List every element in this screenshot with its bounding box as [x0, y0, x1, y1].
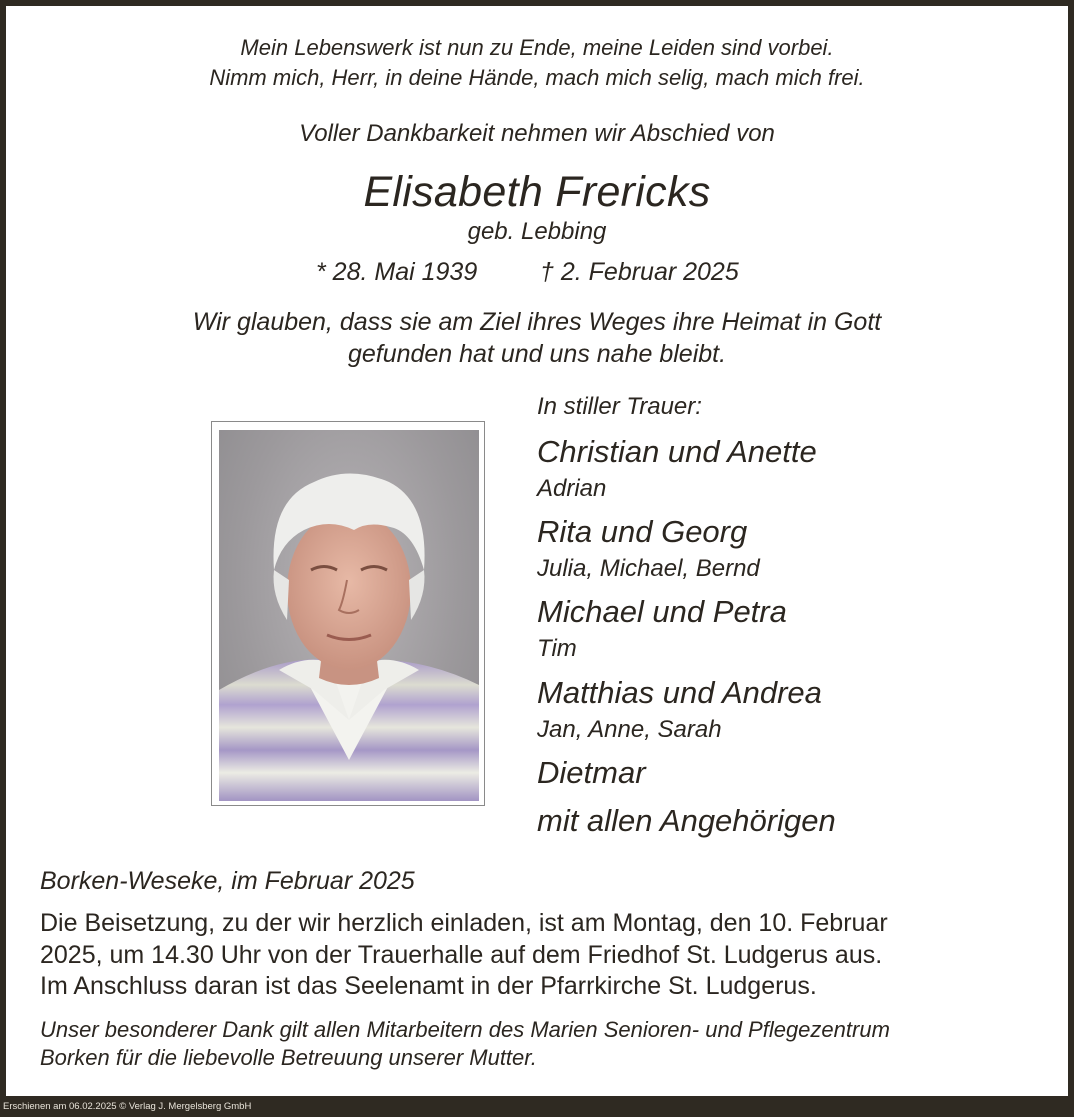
place-date: Borken-Weseke, im Februar 2025: [40, 867, 415, 895]
maiden-name: geb. Lebbing: [467, 218, 607, 245]
thanks-line: Borken für die liebevolle Betreuung unserer Mutter.: [40, 1045, 537, 1070]
portrait-photo: [219, 430, 479, 801]
poem-line: Mein Lebenswerk ist nun zu Ende, meine Leiden sind vorbei.: [240, 35, 834, 60]
poem-line: Nimm mich, Herr, in deine Hände, mach mich selig, mach mich frei.: [209, 65, 865, 90]
funeral-line: Die Beisetzung, zu der wir herzlich einladen, ist am Montag, den 10. Februar: [40, 909, 888, 937]
belief-line: Wir glauben, dass sie am Ziel ihres Weges ihre Heimat in Gott: [192, 308, 882, 336]
mourners-label: In stiller Trauer:: [537, 393, 702, 420]
birth-date: * 28. Mai 1939: [316, 258, 478, 286]
thanks-line: Unser besonderer Dank gilt allen Mitarbeitern des Marien Senioren- und Pflegezentrum: [40, 1017, 890, 1042]
belief-line: gefunden hat und uns nahe bleibt.: [347, 340, 727, 368]
mourners-closing: mit allen Angehörigen: [537, 803, 836, 838]
portrait-frame: [211, 421, 485, 806]
deceased-name: Elisabeth Frericks: [363, 168, 711, 216]
family-names: Rita und Georg: [537, 514, 748, 549]
poem: [0, 33, 1074, 93]
death-date: † 2. Februar 2025: [540, 258, 739, 286]
family-children: Julia, Michael, Bernd: [537, 555, 760, 582]
publication-footer: Erschienen am 06.02.2025 © Verlag J. Mergelsberg GmbH: [3, 1101, 252, 1112]
family-children: Tim: [537, 635, 577, 662]
intro-text: Voller Dankbarkeit nehmen wir Abschied von: [299, 120, 775, 147]
funeral-info: [40, 908, 1040, 1003]
belief-text: [0, 306, 1074, 370]
family-names: Michael und Petra: [537, 594, 787, 629]
funeral-line: 2025, um 14.30 Uhr von der Trauerhalle auf dem Friedhof St. Ludgerus aus.: [40, 940, 883, 969]
portrait-illustration: [219, 430, 479, 801]
thanks-text: [40, 1016, 1050, 1072]
family-names: Matthias und Andrea: [537, 675, 822, 710]
funeral-line: Im Anschluss daran ist das Seelenamt in der Pfarrkirche St. Ludgerus.: [40, 972, 817, 1000]
family-names: Dietmar: [537, 755, 646, 790]
family-names: Christian und Anette: [537, 434, 817, 469]
family-children: Jan, Anne, Sarah: [537, 716, 722, 743]
family-children: Adrian: [537, 475, 607, 502]
